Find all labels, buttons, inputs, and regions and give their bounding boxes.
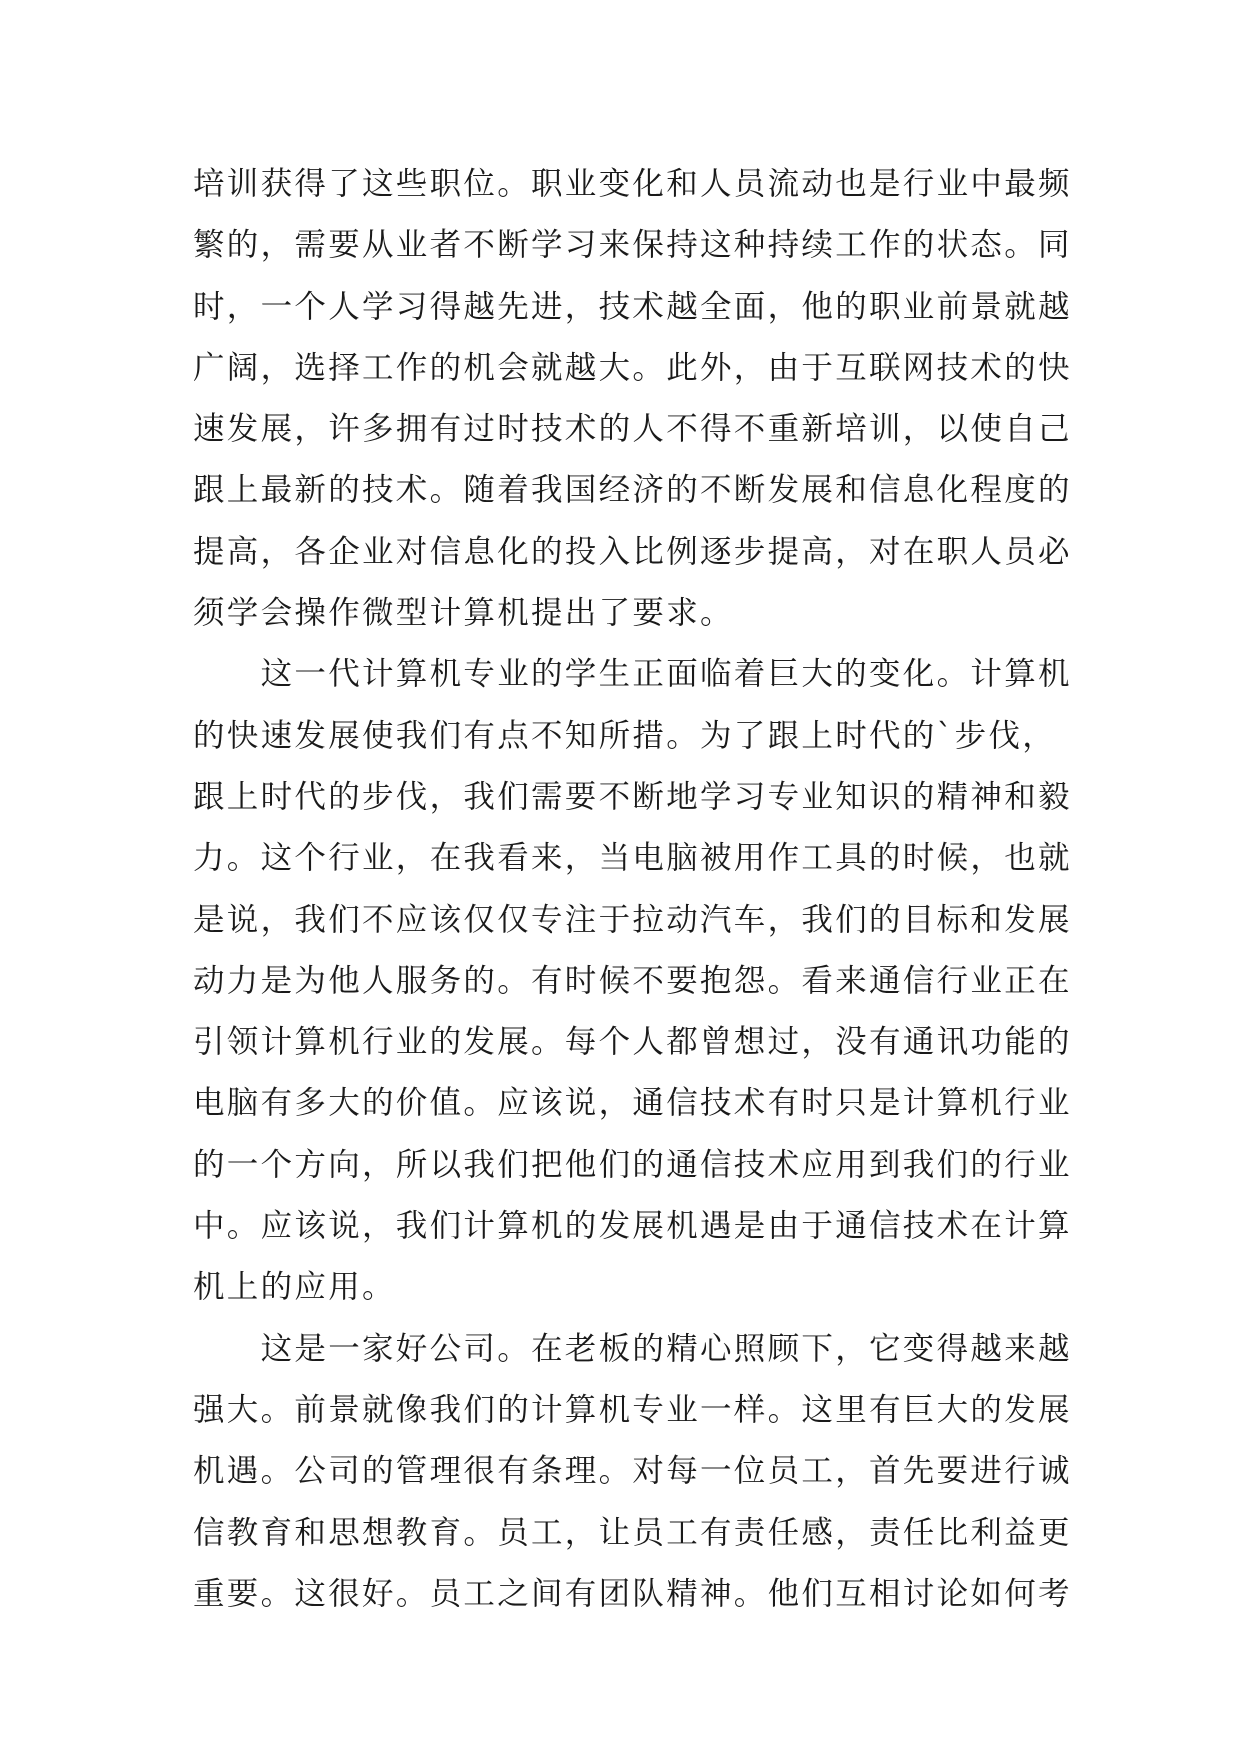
text-line: 机遇。公司的管理很有条理。对每一位员工，首先要进行诚: [193, 1453, 1072, 1490]
text-line: 繁的，需要从业者不断学习来保持这种持续工作的状态。同: [193, 227, 1072, 264]
text-line: 的一个方向，所以我们把他们的通信技术应用到我们的行业: [193, 1146, 1072, 1183]
document-body: [193, 154, 1072, 1625]
text-line: 广阔，选择工作的机会就越大。此外，由于互联网技术的快: [193, 349, 1072, 386]
text-line: 跟上最新的技术。随着我国经济的不断发展和信息化程度的: [193, 472, 1072, 509]
text-line: 的快速发展使我们有点不知所措。为了跟上时代的`步伐，: [193, 717, 1057, 754]
text-line: 电脑有多大的价值。应该说，通信技术有时只是计算机行业: [193, 1085, 1072, 1122]
paragraph-3: [193, 1319, 1072, 1625]
text-line: 是说，我们不应该仅仅专注于拉动汽车，我们的目标和发展: [193, 901, 1072, 938]
text-line: 力。这个行业，在我看来，当电脑被用作工具的时候，也就: [193, 840, 1072, 877]
text-line: 须学会操作微型计算机提出了要求。: [193, 595, 734, 632]
text-line: 时，一个人学习得越先进，技术越全面，他的职业前景就越: [193, 288, 1072, 325]
text-line: 信教育和思想教育。员工，让员工有责任感，责任比利益更: [193, 1514, 1072, 1551]
text-line: 速发展，许多拥有过时技术的人不得不重新培训，以使自己: [193, 411, 1072, 448]
text-line: 跟上时代的步伐，我们需要不断地学习专业知识的精神和毅: [193, 778, 1072, 815]
text-line: 这是一家好公司。在老板的精心照顾下，它变得越来越: [193, 1330, 1072, 1367]
text-line: 重要。这很好。员工之间有团队精神。他们互相讨论如何考: [193, 1575, 1072, 1612]
text-line: 中。应该说，我们计算机的发展机遇是由于通信技术在计算: [193, 1208, 1072, 1245]
paragraph-1: [193, 154, 1072, 644]
text-line: 机上的应用。: [193, 1269, 396, 1306]
text-line: 动力是为他人服务的。有时候不要抱怨。看来通信行业正在: [193, 962, 1072, 999]
text-line: 强大。前景就像我们的计算机专业一样。这里有巨大的发展: [193, 1391, 1072, 1428]
text-line: 引领计算机行业的发展。每个人都曾想过，没有通讯功能的: [193, 1024, 1072, 1061]
text-line: 提高，各企业对信息化的投入比例逐步提高，对在职人员必: [193, 533, 1072, 570]
paragraph-2: [193, 644, 1072, 1318]
text-line: 培训获得了这些职位。职业变化和人员流动也是行业中最频: [193, 166, 1072, 202]
text-line: 这一代计算机专业的学生正面临着巨大的变化。计算机: [193, 656, 1072, 693]
